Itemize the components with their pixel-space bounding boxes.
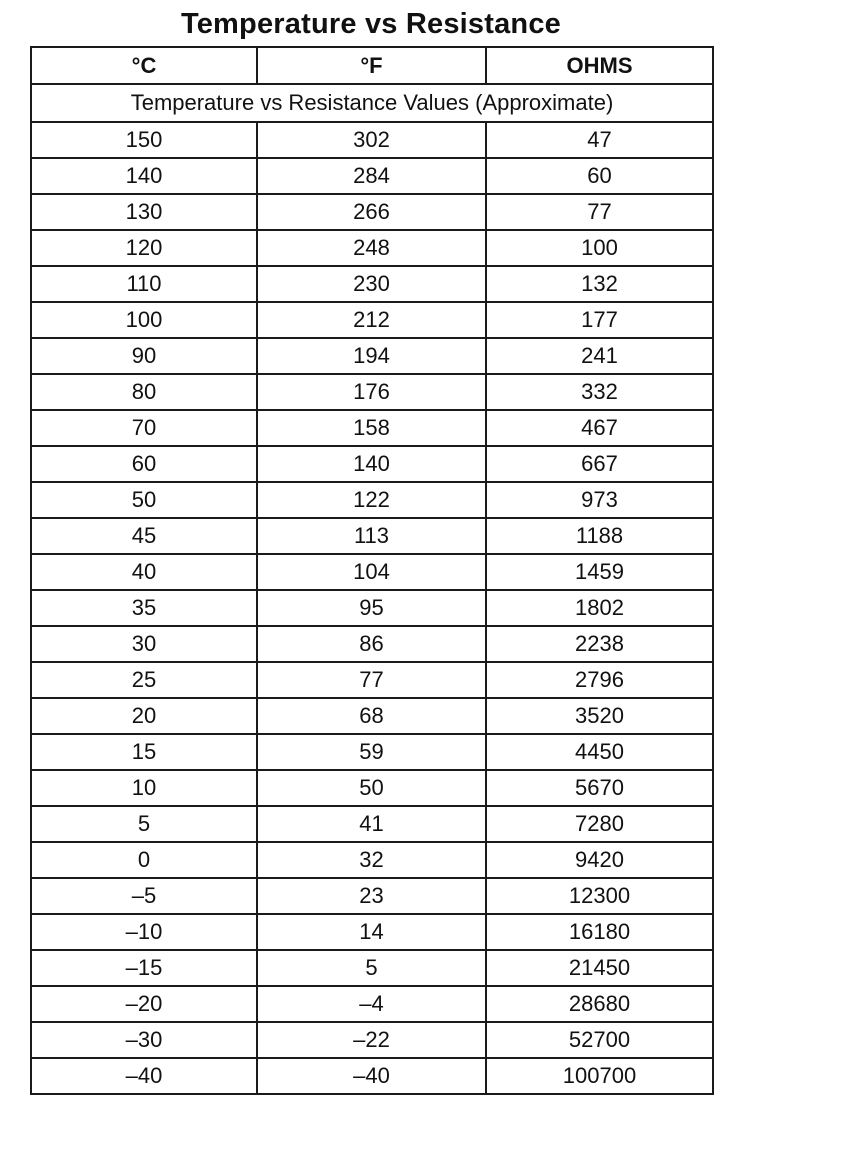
table-row: [31, 626, 713, 662]
table-row: [31, 554, 713, 590]
table-subtitle-row: [31, 84, 713, 122]
fahrenheit-cell: 104: [257, 554, 486, 590]
celsius-cell: –30: [31, 1022, 257, 1058]
ohms-cell: 28680: [486, 986, 713, 1022]
fahrenheit-cell: 176: [257, 374, 486, 410]
fahrenheit-cell: 86: [257, 626, 486, 662]
header-ohms: OHMS: [486, 47, 713, 84]
celsius-cell: 0: [31, 842, 257, 878]
fahrenheit-cell: 266: [257, 194, 486, 230]
celsius-cell: 90: [31, 338, 257, 374]
celsius-cell: –5: [31, 878, 257, 914]
table-row: [31, 230, 713, 266]
fahrenheit-cell: 158: [257, 410, 486, 446]
table-row: [31, 842, 713, 878]
header-fahrenheit: °F: [257, 47, 486, 84]
ohms-cell: 7280: [486, 806, 713, 842]
celsius-cell: 140: [31, 158, 257, 194]
table-row: [31, 590, 713, 626]
ohms-cell: 2238: [486, 626, 713, 662]
table-row: [31, 698, 713, 734]
table-row: [31, 518, 713, 554]
table-row: [31, 1022, 713, 1058]
celsius-cell: 30: [31, 626, 257, 662]
ohms-cell: 973: [486, 482, 713, 518]
celsius-cell: 15: [31, 734, 257, 770]
table-row: [31, 374, 713, 410]
fahrenheit-cell: 113: [257, 518, 486, 554]
ohms-cell: 241: [486, 338, 713, 374]
ohms-cell: 21450: [486, 950, 713, 986]
celsius-cell: –40: [31, 1058, 257, 1094]
celsius-cell: 40: [31, 554, 257, 590]
table-row: [31, 806, 713, 842]
celsius-cell: 20: [31, 698, 257, 734]
fahrenheit-cell: 5: [257, 950, 486, 986]
table-row: [31, 410, 713, 446]
fahrenheit-cell: 194: [257, 338, 486, 374]
fahrenheit-cell: 302: [257, 122, 486, 158]
table-row: [31, 446, 713, 482]
ohms-cell: 5670: [486, 770, 713, 806]
table-row: [31, 770, 713, 806]
fahrenheit-cell: 68: [257, 698, 486, 734]
celsius-cell: 110: [31, 266, 257, 302]
fahrenheit-cell: 14: [257, 914, 486, 950]
ohms-cell: 4450: [486, 734, 713, 770]
celsius-cell: 120: [31, 230, 257, 266]
table-row: [31, 734, 713, 770]
fahrenheit-cell: 230: [257, 266, 486, 302]
celsius-cell: 5: [31, 806, 257, 842]
fahrenheit-cell: 122: [257, 482, 486, 518]
ohms-cell: 77: [486, 194, 713, 230]
ohms-cell: 1802: [486, 590, 713, 626]
celsius-cell: 50: [31, 482, 257, 518]
page-title: Temperature vs Resistance: [180, 8, 562, 40]
ohms-cell: 9420: [486, 842, 713, 878]
ohms-cell: 52700: [486, 1022, 713, 1058]
ohms-cell: 177: [486, 302, 713, 338]
celsius-cell: 100: [31, 302, 257, 338]
table-row: [31, 482, 713, 518]
fahrenheit-cell: 248: [257, 230, 486, 266]
table-row: [31, 302, 713, 338]
celsius-cell: 45: [31, 518, 257, 554]
fahrenheit-cell: 41: [257, 806, 486, 842]
table-row: [31, 950, 713, 986]
fahrenheit-cell: 32: [257, 842, 486, 878]
celsius-cell: –15: [31, 950, 257, 986]
table-row: [31, 194, 713, 230]
table-row: [31, 662, 713, 698]
ohms-cell: 667: [486, 446, 713, 482]
ohms-cell: 47: [486, 122, 713, 158]
temperature-resistance-table: [30, 46, 714, 1095]
table-row: [31, 338, 713, 374]
table-row: [31, 986, 713, 1022]
table-row: [31, 122, 713, 158]
ohms-cell: 16180: [486, 914, 713, 950]
celsius-cell: 35: [31, 590, 257, 626]
ohms-cell: 12300: [486, 878, 713, 914]
table-row: [31, 1058, 713, 1094]
ohms-cell: 100700: [486, 1058, 713, 1094]
ohms-cell: 3520: [486, 698, 713, 734]
table-row: [31, 266, 713, 302]
header-celsius: °C: [31, 47, 257, 84]
ohms-cell: 132: [486, 266, 713, 302]
fahrenheit-cell: –4: [257, 986, 486, 1022]
table-row: [31, 158, 713, 194]
table-subtitle: Temperature vs Resistance Values (Approximate): [31, 84, 713, 122]
fahrenheit-cell: 23: [257, 878, 486, 914]
ohms-cell: 1188: [486, 518, 713, 554]
fahrenheit-cell: 59: [257, 734, 486, 770]
fahrenheit-cell: –40: [257, 1058, 486, 1094]
table-header-row: [31, 47, 713, 84]
table-row: [31, 914, 713, 950]
celsius-cell: 80: [31, 374, 257, 410]
fahrenheit-cell: 284: [257, 158, 486, 194]
celsius-cell: 150: [31, 122, 257, 158]
ohms-cell: 1459: [486, 554, 713, 590]
table-row: [31, 878, 713, 914]
celsius-cell: 70: [31, 410, 257, 446]
celsius-cell: 25: [31, 662, 257, 698]
celsius-cell: 60: [31, 446, 257, 482]
celsius-cell: 130: [31, 194, 257, 230]
celsius-cell: 10: [31, 770, 257, 806]
ohms-cell: 100: [486, 230, 713, 266]
ohms-cell: 467: [486, 410, 713, 446]
celsius-cell: –20: [31, 986, 257, 1022]
fahrenheit-cell: 95: [257, 590, 486, 626]
fahrenheit-cell: 212: [257, 302, 486, 338]
fahrenheit-cell: –22: [257, 1022, 486, 1058]
fahrenheit-cell: 140: [257, 446, 486, 482]
ohms-cell: 332: [486, 374, 713, 410]
ohms-cell: 2796: [486, 662, 713, 698]
celsius-cell: –10: [31, 914, 257, 950]
ohms-cell: 60: [486, 158, 713, 194]
fahrenheit-cell: 77: [257, 662, 486, 698]
fahrenheit-cell: 50: [257, 770, 486, 806]
